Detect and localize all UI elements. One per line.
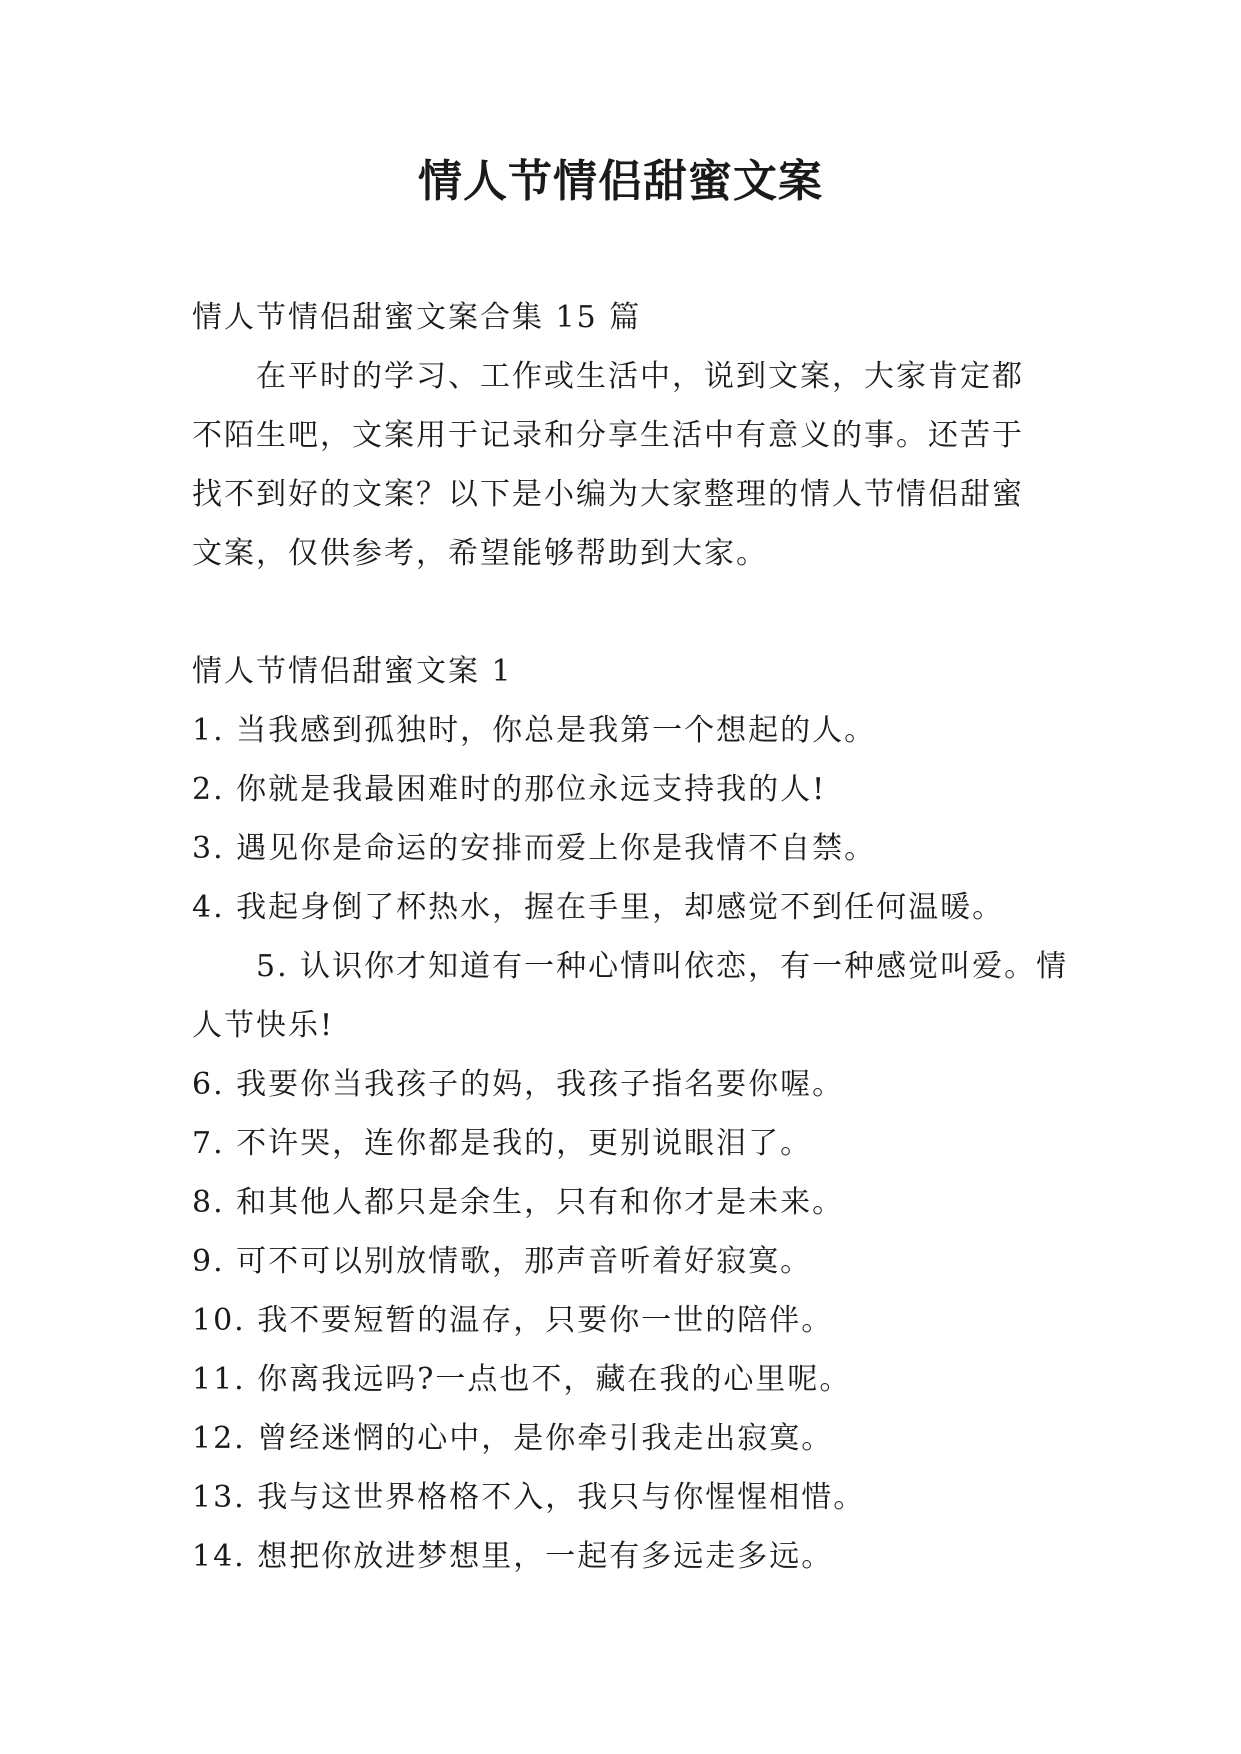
list-item: 9. 可不可以别放情歌，那声音听着好寂寞。 xyxy=(192,1244,813,1279)
list-item: 12. 曾经迷惘的心中，是你牵引我走出寂寞。 xyxy=(192,1421,834,1456)
document-subtitle: 情人节情侣甜蜜文案合集 15 篇 xyxy=(192,300,642,335)
list-item: 7. 不许哭，连你都是我的，更别说眼泪了。 xyxy=(192,1126,813,1161)
list-item: 8. 和其他人都只是余生，只有和你才是未来。 xyxy=(192,1185,845,1220)
list-item: 2. 你就是我最困难时的那位永远支持我的人! xyxy=(192,772,827,807)
list-item: 14. 想把你放进梦想里，一起有多远走多远。 xyxy=(192,1539,834,1574)
list-item: 13. 我与这世界格格不入，我只与你惺惺相惜。 xyxy=(192,1480,866,1515)
intro-paragraph: 在平时的学习、工作或生活中，说到文案，大家肯定都不陌生吧，文案用于记录和分享生活中有意义的事。还苦于找不到好的文案？以下是小编为大家整理的情人节情侣甜蜜文案，仅供参考，希望能够帮助到大家。 xyxy=(192,359,1024,571)
list-item: 5. 认识你才知道有一种心情叫依恋，有一种感觉叫爱。情人节快乐! xyxy=(192,949,1069,1043)
list-item: 6. 我要你当我孩子的妈，我孩子指名要你喔。 xyxy=(192,1067,845,1102)
list-item: 3. 遇见你是命运的安排而爱上你是我情不自禁。 xyxy=(192,831,877,866)
list-item: 10. 我不要短暂的温存，只要你一世的陪伴。 xyxy=(192,1303,834,1338)
list-item: 11. 你离我远吗?一点也不，藏在我的心里呢。 xyxy=(192,1362,852,1397)
section-spacer xyxy=(192,583,1072,642)
list-item: 1. 当我感到孤独时，你总是我第一个想起的人。 xyxy=(192,713,877,748)
document-body xyxy=(192,288,1072,1586)
list-item: 4. 我起身倒了杯热水，握在手里，却感觉不到任何温暖。 xyxy=(192,890,1005,925)
section-heading: 情人节情侣甜蜜文案 1 xyxy=(192,654,513,689)
document-title: 情人节情侣甜蜜文案 xyxy=(418,156,823,207)
